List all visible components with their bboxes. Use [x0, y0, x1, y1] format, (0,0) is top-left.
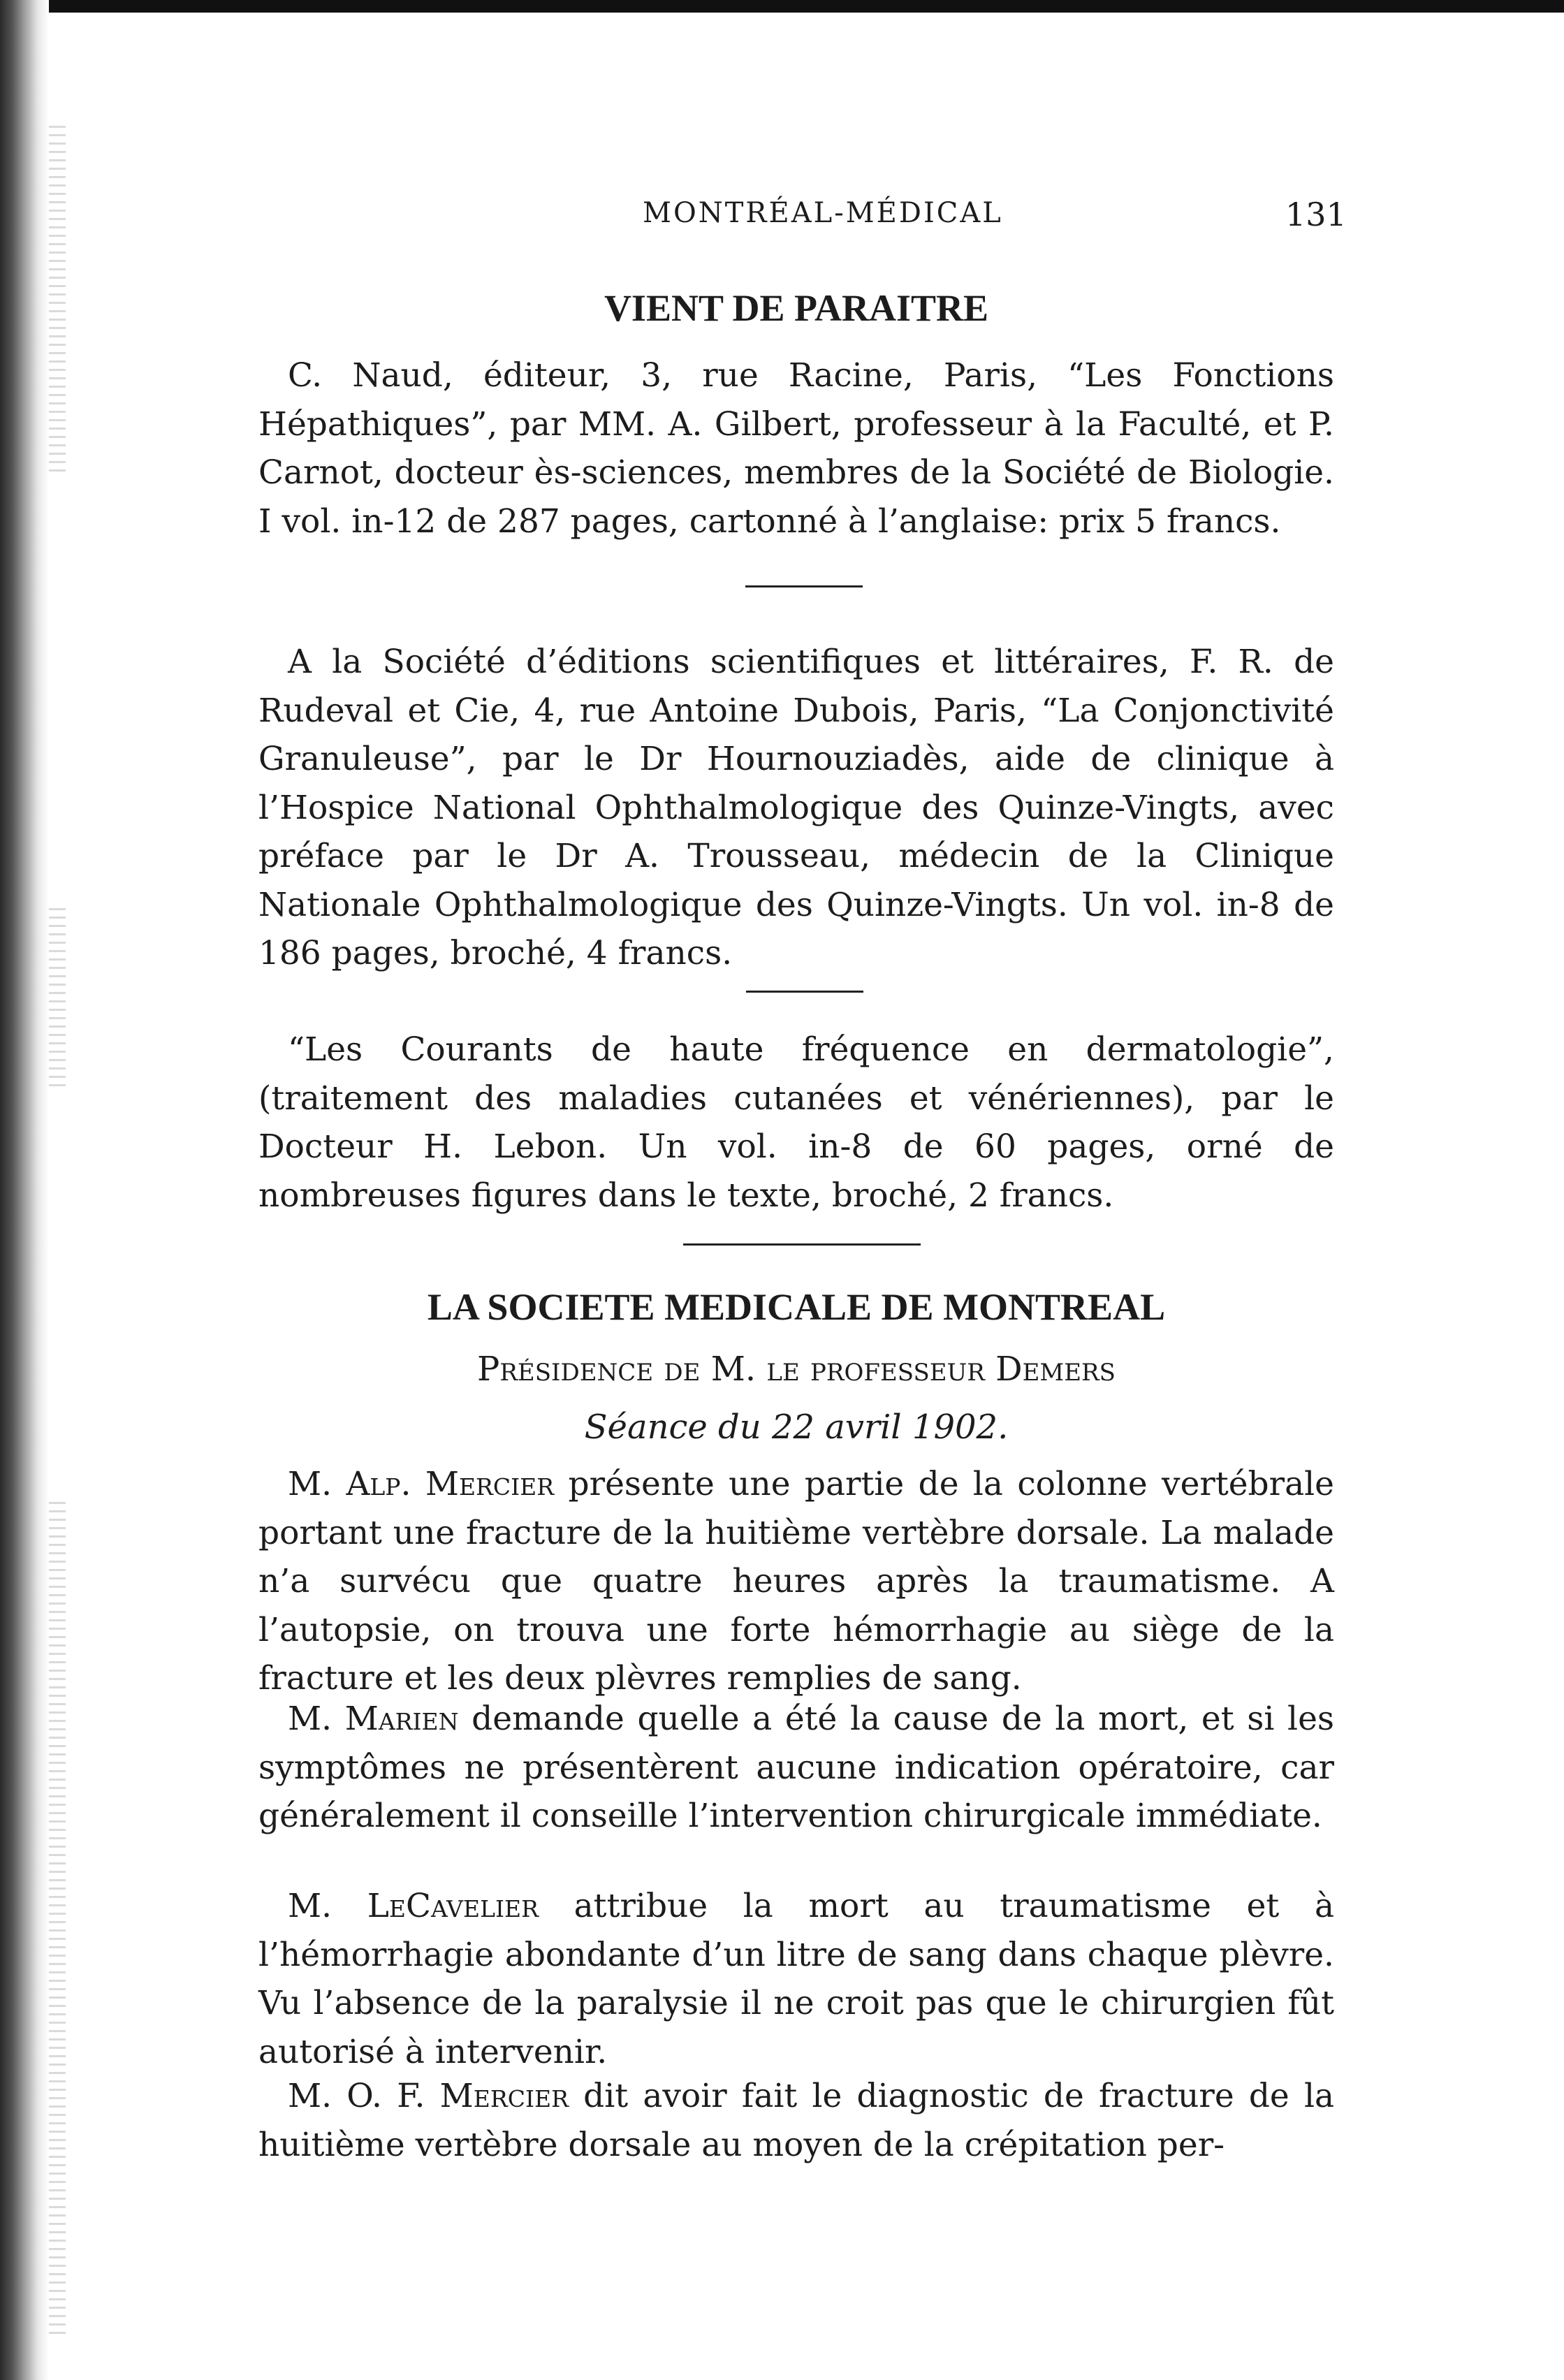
running-head: MONTRÉAL-MÉDICAL — [643, 197, 1003, 229]
section-divider — [746, 991, 863, 993]
minutes-paragraph — [258, 2072, 1334, 2169]
speaker-name: M. O. F. Mercier — [288, 2077, 569, 2115]
minutes-paragraph — [258, 1882, 1334, 2076]
section-divider — [683, 1243, 921, 1246]
paragraph-text: attribue la mort au traumatisme et à l’hémorrhagie abondante d’un litre de sang dans chaque plèvre. Vu l’absence de la paralysie il ne croit pas que le chirurgien fût autorisé à intervenir. — [258, 1887, 1335, 2071]
minutes-paragraph — [258, 1460, 1334, 1703]
paragraph-text: présente une partie de la colonne vertébrale portant une fracture de la huitième vertèbre dorsale. La malade n’a survécu que quatre heures après la traumatisme. A l’autopsie, on trouva une forte hémorrhagie au siège de la fracture et les deux plèvres remplies de sang. — [258, 1465, 1334, 1698]
section-divider — [745, 585, 863, 587]
presidency-line: Présidence de M. le professeur Demers — [477, 1350, 1116, 1389]
section-title-vient-de-paraitre: VIENT DE PARAITRE — [604, 287, 989, 329]
page-number: 131 — [1285, 196, 1347, 233]
speaker-name: M. Marien — [288, 1700, 459, 1738]
paragraph-text: demande quelle a été la cause de la mort, et si les symptômes ne présentèrent aucune indication opératoire, car généralement il conseille l’intervention chirurgicale immédiate. — [258, 1700, 1334, 1835]
speaker-name: M. Alp. Mercier — [288, 1465, 555, 1503]
paragraph-text: dit avoir fait le diagnostic de fracture de la huitième vertèbre dorsale au moyen de la crépitation per- — [258, 2077, 1334, 2164]
notice-paragraph: “Les Courants de haute fréquence en dermatologie”, (traitement des maladies cutanées et vénériennes), par le Docteur H. Lebon. Un vol. in-8 de 60 pages, orné de nombreuses figures dans le texte, broché, 2 francs. — [258, 1030, 1334, 1215]
session-date: Séance du 22 avril 1902. — [584, 1408, 1009, 1447]
notice-paragraph: A la Société d’éditions scientifiques et littéraires, F. R. de Rudeval et Cie, 4, rue Antoine Dubois, Paris, “La Conjonctivité Granuleuse”, par le Dr Hournouziadès, aide de clinique à l’Hospice National Ophthalmologique des Quinze-Vingts, avec préface par le Dr A. Trousseau, médecin de la Clinique Nationale Ophthalmologique des Quinze-Vingts. Un vol. in-8 de 186 pages, broché, 4 francs. — [258, 643, 1334, 972]
notice-paragraph: C. Naud, éditeur, 3, rue Racine, Paris, “Les Fonctions Hépathiques”, par MM. A. Gilbert, professeur à la Faculté, et P. Carnot, docteur ès-sciences, membres de la Société de Biologie. I vol. in-12 de 287 pages, cartonné à l’anglaise: prix 5 francs. — [258, 356, 1334, 541]
section-title-societe-medicale: LA SOCIETE MEDICALE DE MONTREAL — [427, 1286, 1166, 1328]
speaker-name: M. LeCavelier — [288, 1887, 539, 1925]
minutes-paragraph — [258, 1695, 1334, 1841]
